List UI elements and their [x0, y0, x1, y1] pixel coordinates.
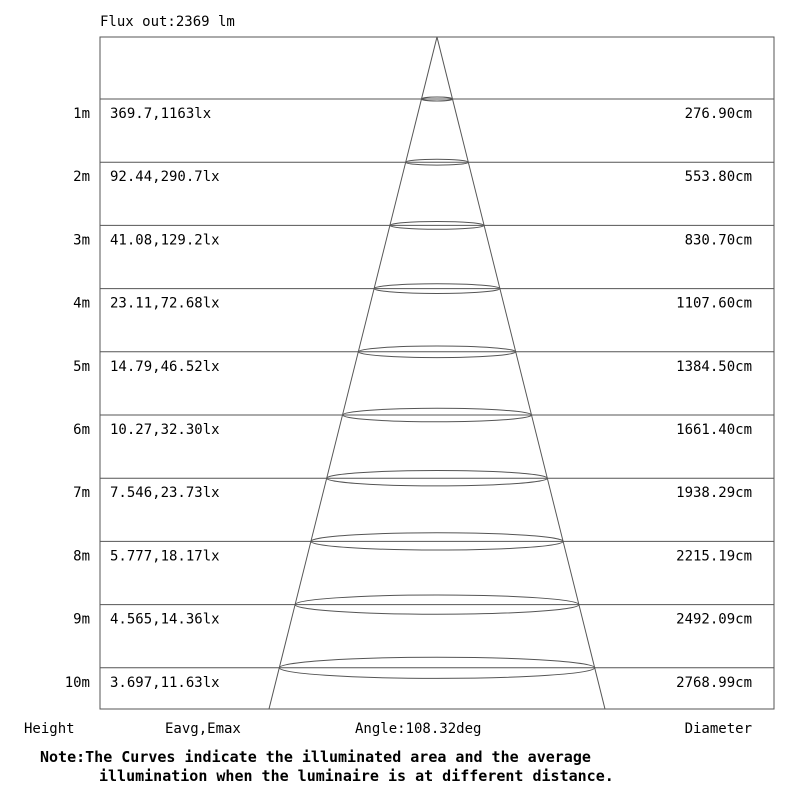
cone-left-edge	[269, 37, 437, 709]
diameter-label: 553.80cm	[684, 169, 752, 186]
diameter-label: 1107.60cm	[676, 295, 752, 312]
illuminance-labels	[110, 106, 220, 691]
height-label: 10m	[64, 674, 90, 691]
diameter-label: 830.70cm	[684, 232, 752, 249]
note-line-2: illumination when the luminaire is at different distance.	[99, 767, 614, 785]
note-line-1: Note:The Curves indicate the illuminated area and the average	[40, 748, 591, 766]
diameter-label: 2492.09cm	[676, 611, 752, 628]
height-label: 2m	[73, 169, 90, 186]
diameter-label: 1661.40cm	[676, 422, 752, 438]
diameter-label: 2215.19cm	[676, 548, 752, 565]
illuminance-label: 23.11,72.68lx	[110, 295, 220, 312]
diameter-column-header: Diameter	[684, 721, 752, 737]
height-label: 6m	[73, 422, 90, 438]
illuminance-label: 5.777,18.17lx	[110, 548, 220, 565]
height-label: 9m	[73, 611, 90, 628]
diameter-label: 1938.29cm	[676, 485, 752, 502]
beam-angle-label: Angle:108.32deg	[355, 721, 482, 737]
illuminance-label: 14.79,46.52lx	[110, 358, 220, 375]
illuminance-label: 3.697,11.63lx	[110, 674, 220, 691]
height-labels	[65, 106, 90, 691]
illuminated-area-curves	[279, 97, 594, 678]
height-label: 4m	[73, 295, 90, 312]
height-label: 1m	[73, 106, 90, 122]
illuminance-label: 92.44,290.7lx	[110, 169, 220, 186]
height-column-header: Height	[24, 721, 75, 737]
illuminance-label: 4.565,14.36lx	[110, 611, 220, 628]
height-label: 5m	[73, 358, 90, 375]
diameter-label: 1384.50cm	[676, 358, 752, 375]
eavg-emax-column-header: Eavg,Emax	[165, 721, 241, 737]
illuminance-label: 7.546,23.73lx	[110, 485, 220, 502]
height-label: 8m	[73, 548, 90, 565]
diameter-labels	[676, 106, 752, 691]
illuminance-label: 10.27,32.30lx	[110, 422, 220, 438]
light-cone	[269, 37, 605, 709]
illuminance-label: 369.7,1163lx	[110, 106, 212, 122]
illuminance-label: 41.08,129.2lx	[110, 232, 220, 249]
flux-out-label: Flux out:2369 lm	[100, 14, 235, 30]
diameter-label: 2768.99cm	[676, 674, 752, 691]
cone-right-edge	[437, 37, 605, 709]
height-label: 3m	[73, 232, 90, 249]
diameter-label: 276.90cm	[684, 106, 752, 122]
height-label: 7m	[73, 485, 90, 502]
